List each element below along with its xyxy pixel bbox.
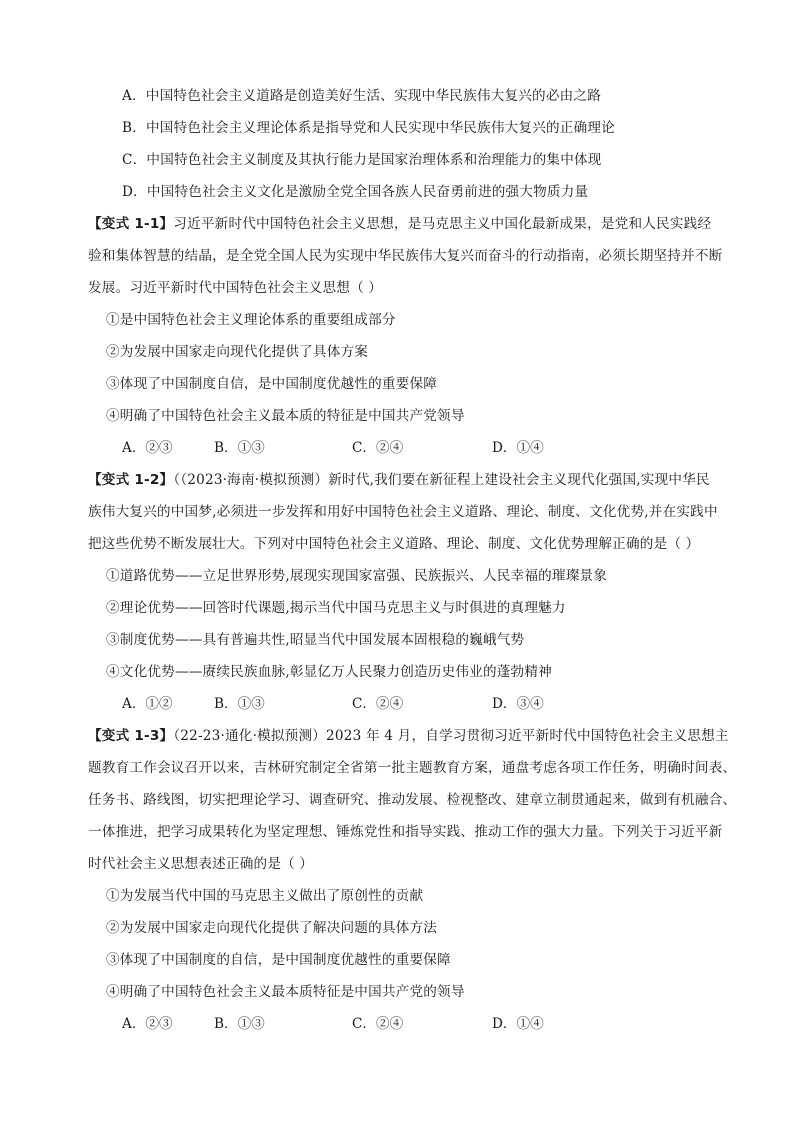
choice-c: C．②④ bbox=[352, 1016, 404, 1032]
statement-1: ①道路优势——立足世界形势,展现实现国家富强、民族振兴、人民幸福的璀璨景象 bbox=[106, 568, 608, 584]
choice-d: D．①④ bbox=[492, 1016, 544, 1032]
question-1-2-line-2: 族伟大复兴的中国梦,必须进一步发挥和用好中国特色社会主义道路、理论、制度、文化优势,并在实践中 bbox=[88, 504, 718, 520]
question-1-2-line-3: 把这些优势不断发展壮大。下列对中国特色社会主义道路、理论、制度、文化优势理解正确的是（ ） bbox=[88, 536, 700, 552]
choice-a: A．②③ bbox=[122, 440, 173, 456]
statement-3: ③体现了中国制度自信，是中国制度优越性的重要保障 bbox=[106, 376, 438, 392]
statement-1: ①为发展当代中国的马克思主义做出了原创性的贡献 bbox=[106, 888, 424, 904]
question-tag: 【变式 1-2】 bbox=[88, 472, 174, 488]
choice-d: D．③④ bbox=[492, 696, 544, 712]
question-1-3-line-2: 题教育工作会议召开以来，吉林研究制定全省第一批主题教育方案，通盘考虑各项工作任务，明确时间表、 bbox=[88, 760, 737, 776]
question-1-3-line-4: 一体推进，把学习成果转化为坚定理想、锤炼党性和指导实践、推动工作的强大力量。下列关于习近平新 bbox=[88, 824, 723, 840]
question-1-3-line-1 bbox=[88, 724, 729, 744]
choice-b: B．①③ bbox=[214, 440, 265, 456]
choice-b: B．①③ bbox=[214, 1016, 265, 1032]
statement-3: ③体现了中国制度的自信，是中国制度优越性的重要保障 bbox=[106, 952, 451, 968]
question-1-1-line-2: 验和集体智慧的结晶，是全党全国人民为实现中华民族伟大复兴而奋斗的行动指南，必须长期坚持并不断 bbox=[88, 248, 723, 264]
choice-d: D．①④ bbox=[492, 440, 544, 456]
option-a: A．中国特色社会主义道路是创造美好生活、实现中华民族伟大复兴的必由之路 bbox=[122, 88, 602, 104]
question-tag: 【变式 1-3】 bbox=[88, 728, 174, 744]
question-1-1-line-1 bbox=[88, 212, 711, 232]
statement-1: ①是中国特色社会主义理论体系的重要组成部分 bbox=[106, 312, 396, 328]
stem-text: （（2023·海南·模拟预测）新时代,我们要在新征程上建设社会主义现代化强国,实现中华民 bbox=[173, 472, 710, 488]
stem-text: （22-23·通化·模拟预测）2023 年 4 月，自学习贯彻习近平新时代中国特色社会主义思想主 bbox=[173, 728, 729, 744]
option-d: D．中国特色社会主义文化是激励全党全国各族人民奋勇前进的强大物质力量 bbox=[122, 184, 589, 200]
question-tag: 【变式 1-1】 bbox=[88, 216, 174, 232]
choice-b: B．①③ bbox=[214, 696, 265, 712]
statement-3: ③制度优势——具有普遍共性,昭显当代中国发展本固根稳的巍峨气势 bbox=[106, 632, 525, 648]
choice-a: A．②③ bbox=[122, 1016, 173, 1032]
choice-c: C．②④ bbox=[352, 440, 404, 456]
statement-2: ②为发展中国家走向现代化提供了具体方案 bbox=[106, 344, 369, 360]
stem-text: 习近平新时代中国特色社会主义思想，是马克思主义中国化最新成果，是党和人民实践经 bbox=[173, 216, 712, 232]
statement-4: ④明确了中国特色社会主义最本质特征是中国共产党的领导 bbox=[106, 984, 465, 1000]
question-1-3-line-3: 任务书、路线图，切实把理论学习、调查研究、推动发展、检视整改、建章立制贯通起来，做到有机融合、 bbox=[88, 792, 737, 808]
option-b: B．中国特色社会主义理论体系是指导党和人民实现中华民族伟大复兴的正确理论 bbox=[122, 120, 615, 136]
statement-4: ④文化优势——赓续民族血脉,彰显亿万人民聚力创造历史伟业的蓬勃精神 bbox=[106, 664, 552, 680]
question-1-2-line-1 bbox=[88, 468, 710, 488]
question-1-3-line-5: 时代社会主义思想表述正确的是（ ） bbox=[88, 856, 314, 872]
choice-a: A．①② bbox=[122, 696, 173, 712]
choice-c: C．②④ bbox=[352, 696, 404, 712]
statement-2: ②为发展中国家走向现代化提供了解决问题的具体方法 bbox=[106, 920, 438, 936]
option-c: C．中国特色社会主义制度及其执行能力是国家治理体系和治理能力的集中体现 bbox=[122, 152, 602, 168]
statement-2: ②理论优势——回答时代课题,揭示当代中国马克思主义与时俱进的真理魅力 bbox=[106, 600, 566, 616]
question-1-1-line-3: 发展。习近平新时代中国特色社会主义思想（ ） bbox=[88, 280, 383, 296]
statement-4: ④明确了中国特色社会主义最本质的特征是中国共产党领导 bbox=[106, 408, 465, 424]
